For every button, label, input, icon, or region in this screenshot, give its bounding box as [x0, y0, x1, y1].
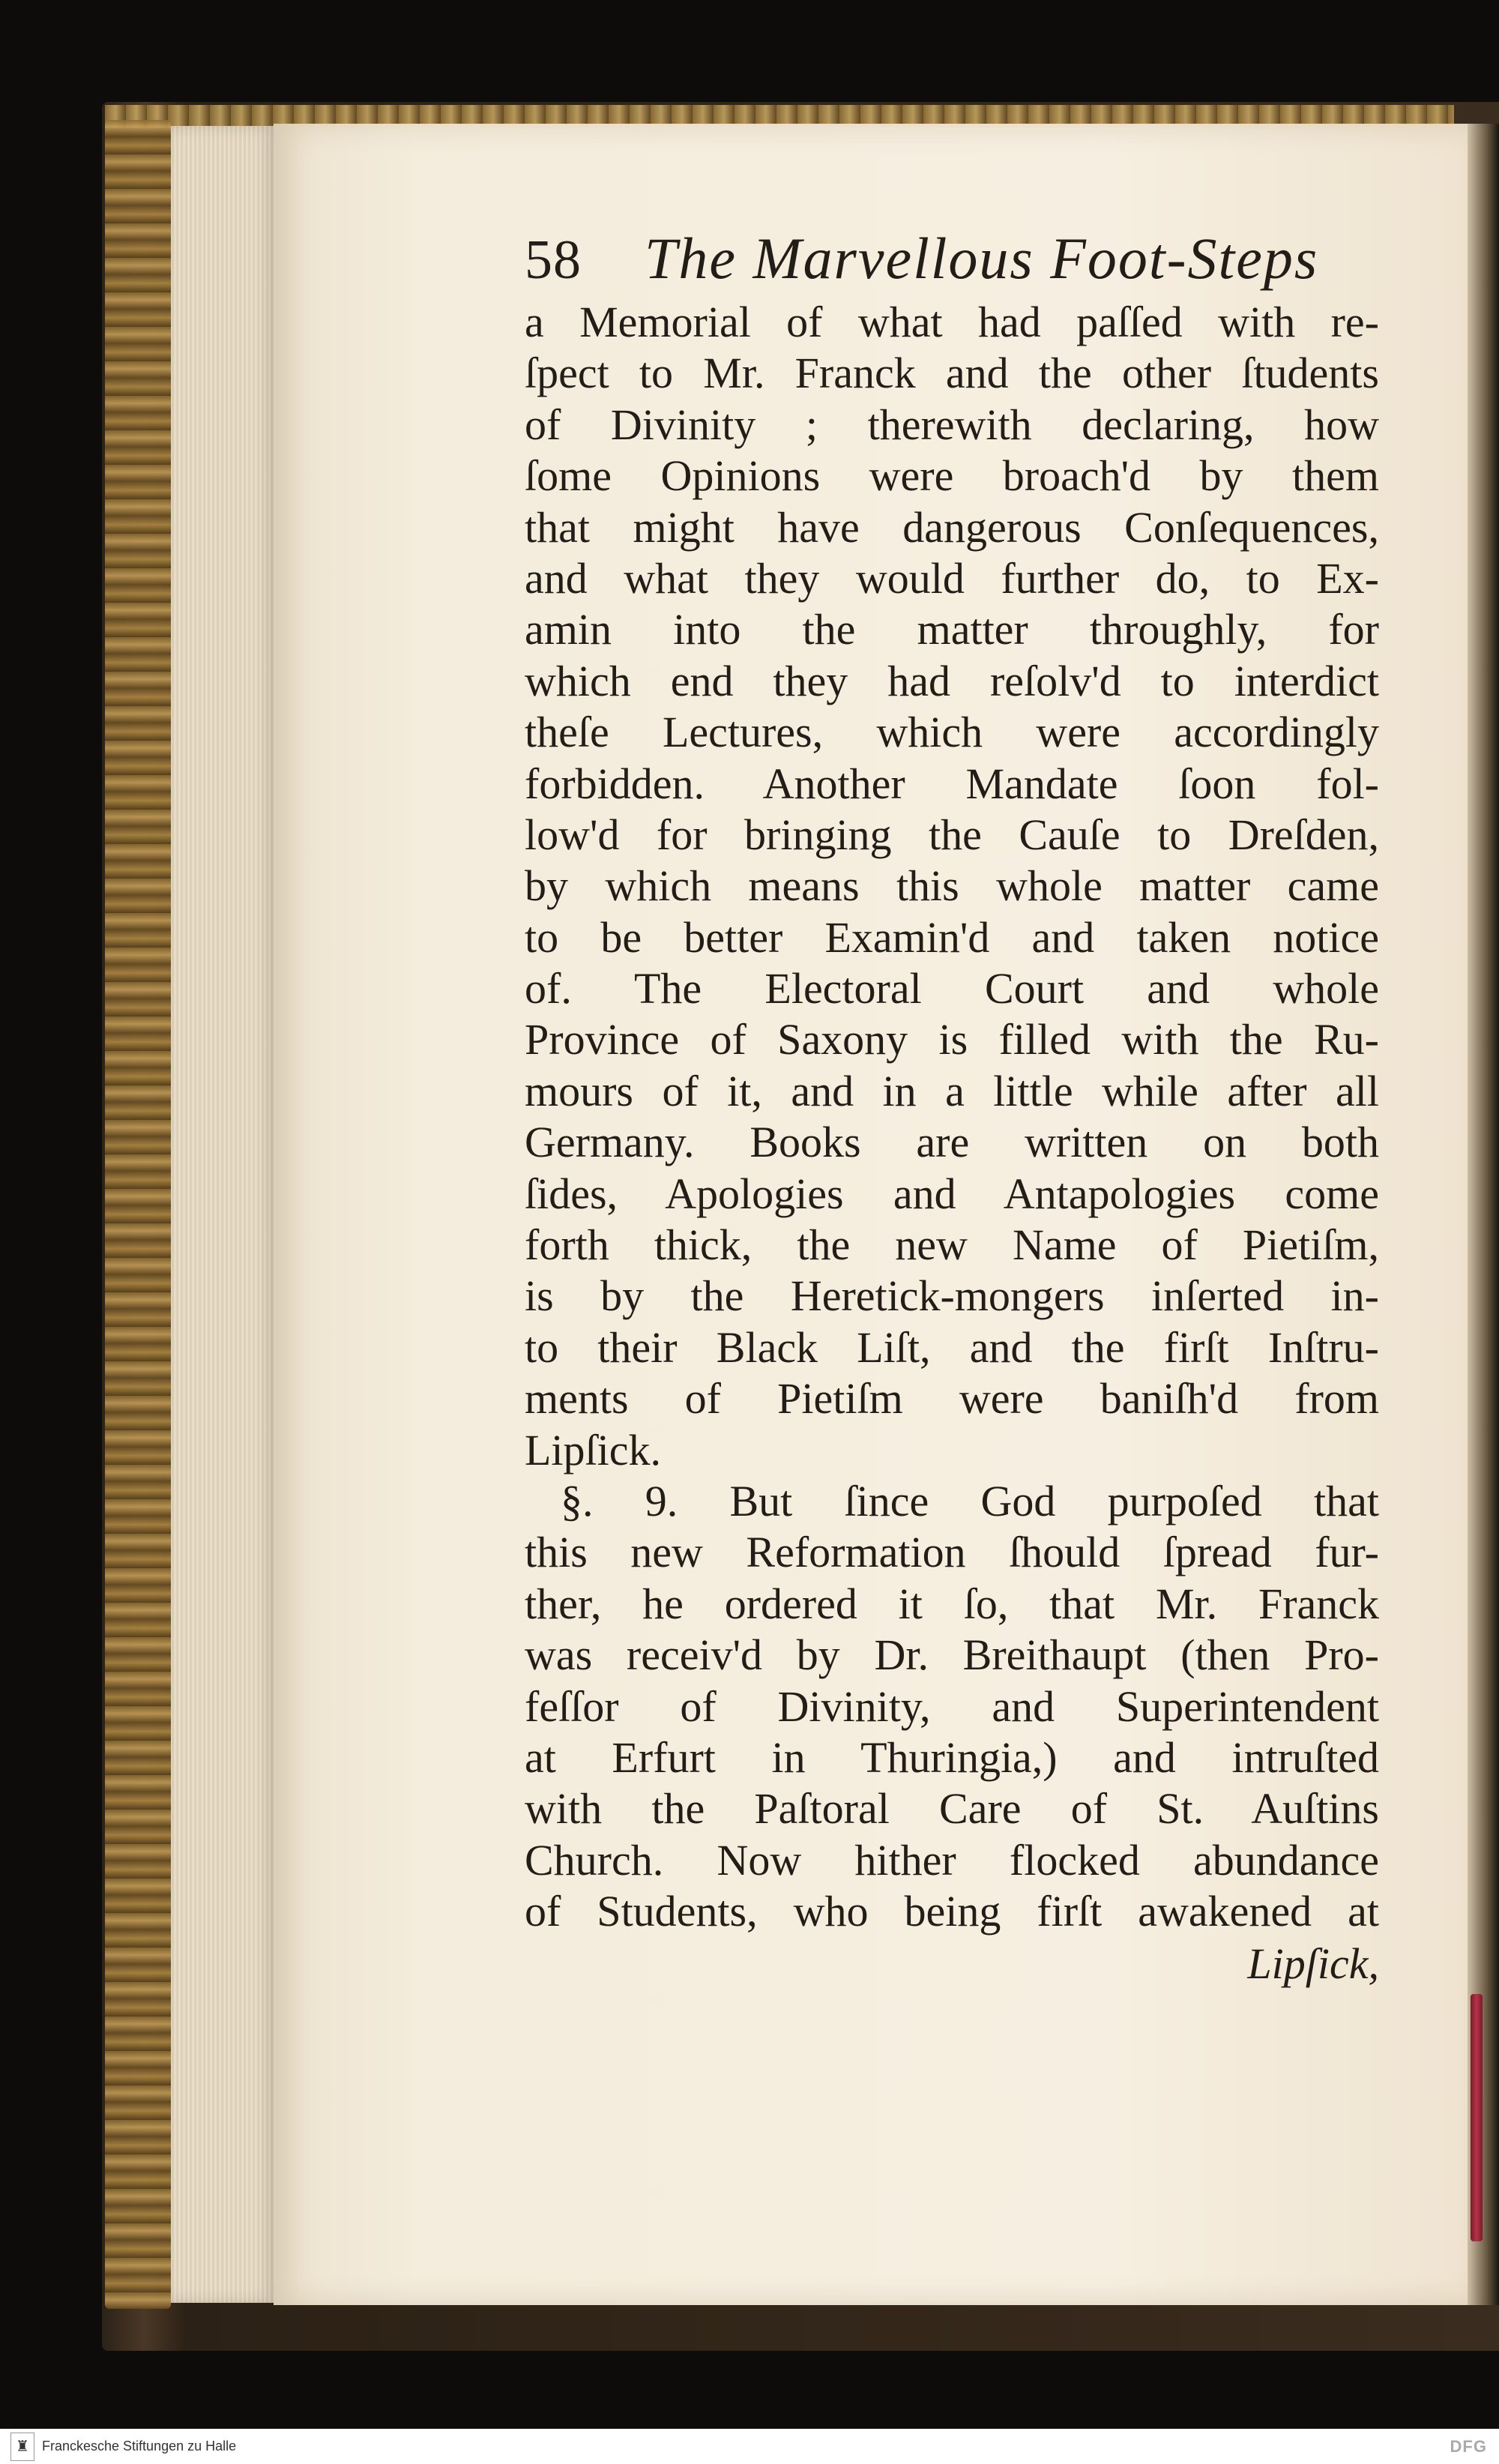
text-line: Germany. Books are written on both: [525, 1118, 1379, 1167]
running-title: The Marvellous Foot-Steps: [645, 226, 1319, 291]
text-line: with the Paſtoral Care of St. Auſtins: [525, 1784, 1379, 1834]
text-line: ther, he ordered it ſo, that Mr. Franck: [525, 1579, 1379, 1628]
text-line: to be better Examin'd and taken notice: [525, 912, 1379, 962]
page-gutter-edge: [1468, 124, 1499, 2305]
dfg-logo: DFG: [1450, 2436, 1487, 2456]
text-line: was receiv'd by Dr. Breithaupt (then Pro-: [525, 1630, 1379, 1680]
gilt-spine-tooling: [105, 120, 171, 2309]
ribbon-marker: [1471, 1994, 1483, 2241]
text-line: low'd for bringing the Cauſe to Dreſden,: [525, 810, 1379, 859]
text-line: to their Black Liſt, and the firſt Inſtru-: [525, 1322, 1379, 1372]
text-line: by which means this whole matter came: [525, 861, 1379, 911]
text-line: of Divinity ; therewith declaring, how: [525, 400, 1379, 449]
text-line: Province of Saxony is filled with the Ru-: [525, 1015, 1379, 1064]
text-line: amin into the matter throughly, for: [525, 605, 1379, 654]
body-text: [525, 297, 1379, 1938]
text-line: of Students, who being firſt awakened at: [525, 1887, 1379, 1936]
text-line: of. The Electoral Court and whole: [525, 964, 1379, 1013]
text-line: Lipſick.: [525, 1425, 662, 1475]
viewer-footer: [0, 2429, 1499, 2464]
catchword: Lipſick,: [1247, 1939, 1379, 1988]
institution-name: Franckesche Stiftungen zu Halle: [42, 2439, 237, 2454]
franckesche-stiftungen-logo-icon: ♜: [10, 2433, 34, 2461]
text-line: mours of it, and in a little while after all: [525, 1066, 1379, 1115]
page-text-block: [525, 225, 1379, 1990]
text-line: §. 9. But ſince God purpoſed that: [561, 1476, 1379, 1525]
page-edges: [171, 126, 276, 2303]
text-line: ments of Pietiſm were baniſh'd from: [525, 1374, 1379, 1424]
text-line: ſpect to Mr. Franck and the other ſtudents: [525, 349, 1379, 398]
text-line: feſſor of Divinity, and Superintendent: [525, 1681, 1379, 1731]
text-line: that might have dangerous Conſequences,: [525, 502, 1379, 552]
text-line: which end they had reſolv'd to interdict: [525, 656, 1379, 705]
text-line: this new Reformation ſhould ſpread fur-: [525, 1528, 1379, 1577]
text-line: is by the Heretick-mongers inſerted in-: [525, 1271, 1379, 1321]
footer-attribution: [0, 2433, 236, 2461]
text-line: Church. Now hither flocked abundance: [525, 1835, 1379, 1885]
page-number: 58: [525, 229, 582, 291]
text-line: forbidden. Another Mandate ſoon fol-: [525, 759, 1379, 808]
text-line: and what they would further do, to Ex-: [525, 553, 1379, 603]
text-line: ſides, Apologies and Antapologies come: [525, 1169, 1379, 1218]
text-line: forth thick, the new Name of Pietiſm,: [525, 1220, 1379, 1270]
running-head: [525, 225, 1379, 297]
text-line: theſe Lectures, which were accordingly: [525, 708, 1379, 757]
text-line: at Erfurt in Thuringia,) and intruſted: [525, 1732, 1379, 1782]
text-line: a Memorial of what had paſſed with re-: [525, 298, 1379, 346]
text-line: ſome Opinions were broach'd by them: [525, 451, 1379, 501]
